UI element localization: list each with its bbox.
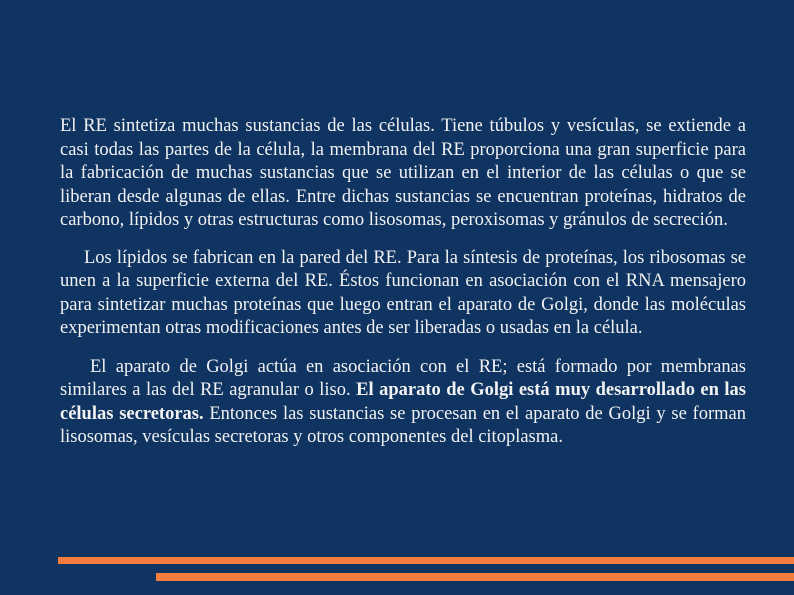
paragraph-3-intro: El aparato de Golgi actúa en asociación con el RE; está formado por membranas similares a las del RE agranular o liso. bbox=[60, 356, 746, 400]
paragraph-2: Los lípidos se fabrican en la pared del RE. Para la síntesis de proteínas, los ribosomas se unen a la superficie externa del RE. Éstos funcionan en asociación con el RNA mensajero para sintetizar muchas proteínas que luego entran el aparato de Golgi, donde las moléculas experimentan otras modificaciones antes de ser liberadas o usadas en la célula. bbox=[60, 247, 746, 338]
accent-bar-bottom bbox=[156, 573, 794, 581]
paragraph-3 bbox=[60, 356, 746, 450]
accent-bar-top bbox=[58, 557, 794, 564]
slide-body bbox=[60, 115, 746, 450]
paragraph-3-bold-text: El aparato de Golgi está muy desarrollado en las células secretoras. bbox=[60, 380, 746, 424]
paragraph-1: El RE sintetiza muchas sustancias de las células. Tiene túbulos y vesículas, se extiende a casi todas las partes de la célula, la membrana del RE proporciona una gran superficie para la fabricación de muchas sustancias que se utilizan en el interior de las células o que se liberan desde algunas de ellas. Entre dichas sustancias se encuentran proteínas, hidratos de carbono, lípidos y otras estructuras como lisosomas, peroxisomas y gránulos de secreción. bbox=[60, 116, 746, 230]
paragraph-3-ending: Entonces las sustancias se procesan en el aparato de Golgi y se forman lisosomas, vesículas secretoras y otros componentes del citoplasma. bbox=[60, 403, 746, 447]
